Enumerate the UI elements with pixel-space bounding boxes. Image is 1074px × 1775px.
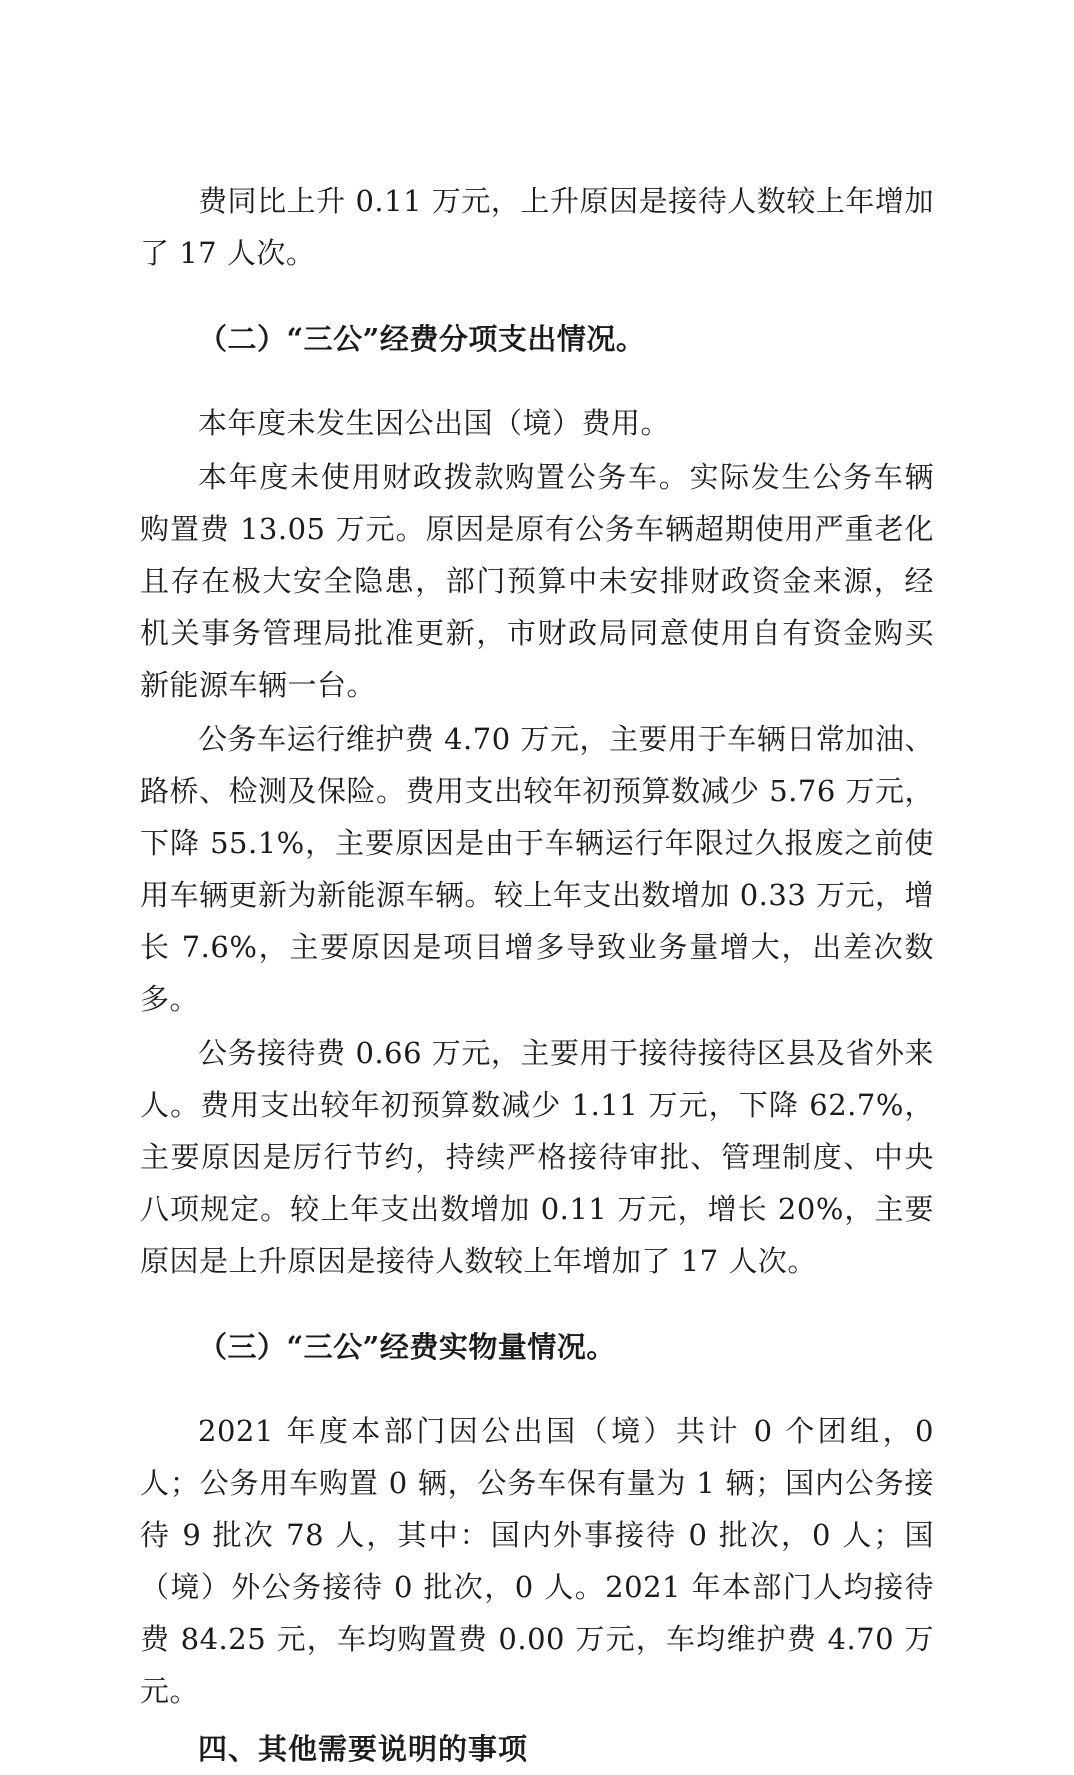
para-no-overseas-travel: 本年度未发生因公出国（境）费用。	[198, 406, 671, 440]
para-physical-quantities: 2021 年度本部门因公出国（境）共计 0 个团组，0 人；公务用车购置 0 辆，公务车保有量为 1 辆；国内公务接待 9 批次 78 人，其中：国内外事接待 0 批次，0 人；国（境）外公务接待 0 批次，0 人。2021 年本部门人均接待费 84.25 元，车均购置费 0.00 万元，车均维护费 4.70 万元。	[140, 1414, 934, 1708]
para-vehicle-maintenance: 公务车运行维护费 4.70 万元，主要用于车辆日常加油、路桥、检测及保险。费用支出较年初预算数减少 5.76 万元，下降 55.1%，主要原因是由于车辆运行年限过久报废之前使用车辆更新为新能源车辆。较上年支出数增加 0.33 万元，增长 7.6%，主要原因是项目增多导致业务量增大，出差次数多。	[140, 722, 935, 1016]
para-vehicle-purchase: 本年度未使用财政拨款购置公务车。实际发生公务车辆购置费 13.05 万元。原因是原有公务车辆超期使用严重老化且存在极大安全隐患，部门预算中未安排财政资金来源，经机关事务管理局批准更新，市财政局同意使用自有资金购买新能源车辆一台。	[140, 460, 934, 702]
para-continued-hospitality-increase: 费同比上升 0.11 万元，上升原因是接待人数较上年增加了 17 人次。	[140, 184, 934, 270]
heading-section-three: （三）“三公”经费实物量情况。	[198, 1330, 616, 1364]
heading-section-two: （二）“三公”经费分项支出情况。	[198, 322, 646, 356]
document-body	[140, 175, 934, 1775]
heading-section-four: 四、其他需要说明的事项	[198, 1732, 529, 1766]
para-official-hospitality: 公务接待费 0.66 万元，主要用于接待接待区县及省外来人。费用支出较年初预算数减少 1.11 万元，下降 62.7%，主要原因是厉行节约，持续严格接待审批、管理制度、中央八项规定。较上年支出数增加 0.11 万元，增长 20%，主要原因是上升原因是接待人数较上年增加了 17 人次。	[140, 1036, 934, 1278]
